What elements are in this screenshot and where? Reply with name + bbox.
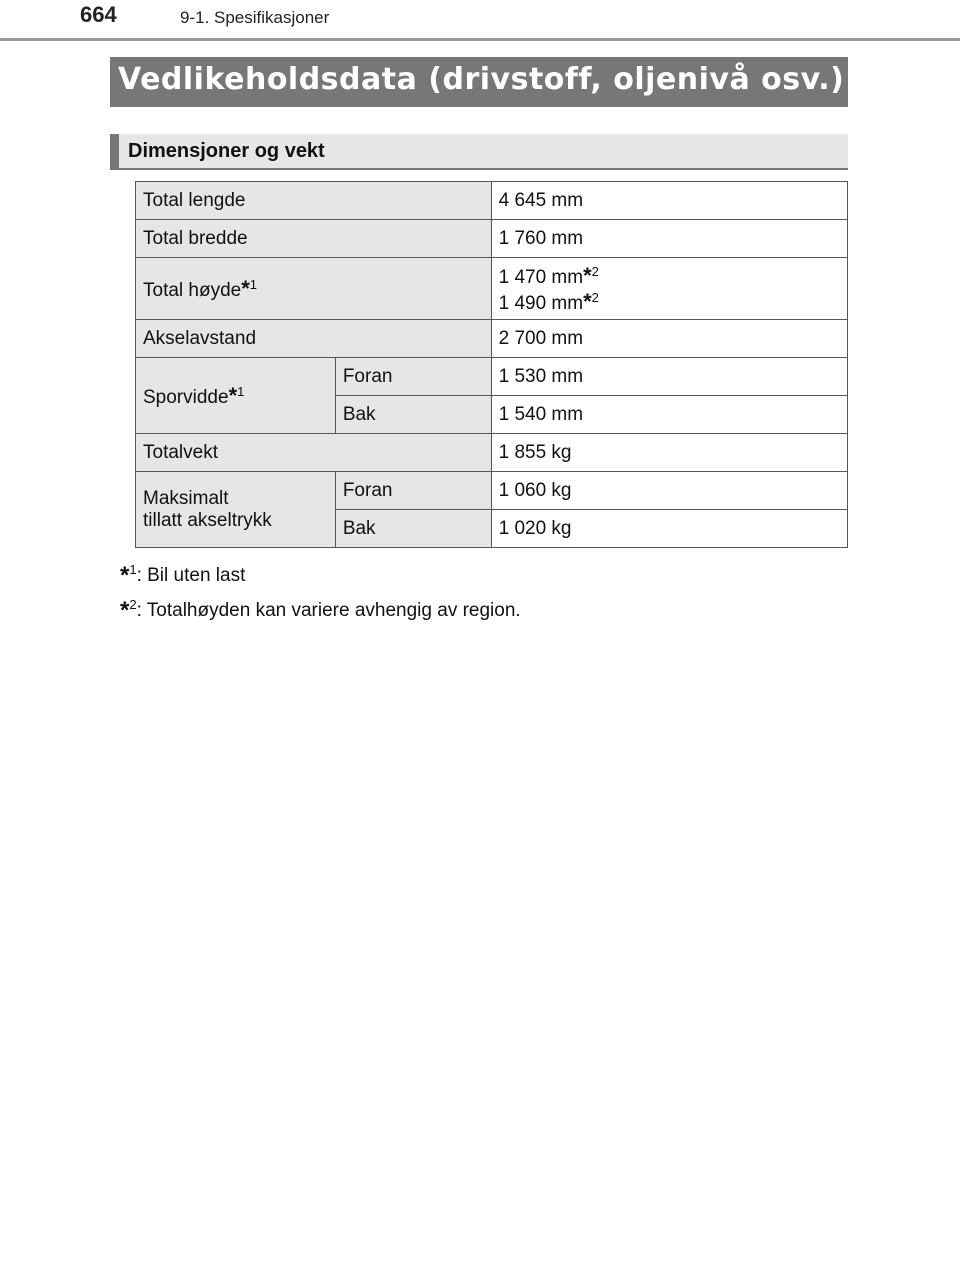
table-row	[136, 258, 848, 320]
title-bar	[110, 57, 848, 107]
footnote-2	[120, 597, 521, 625]
track-label-cell	[136, 358, 336, 434]
gross-weight-value: 1 855 kg	[491, 434, 847, 472]
axle-front-value: 1 060 kg	[491, 472, 847, 510]
total-height-label: Total høyde	[143, 279, 242, 301]
total-length-value: 4 645 mm	[491, 182, 847, 220]
subtitle-bar	[110, 134, 848, 170]
header-divider	[0, 38, 960, 41]
wheelbase-label: Akselavstand	[136, 320, 492, 358]
axle-front-label: Foran	[335, 472, 491, 510]
footnote-1	[120, 562, 245, 590]
axle-rear-value: 1 020 kg	[491, 510, 847, 548]
footnote-ref: 2	[591, 289, 599, 305]
table-row	[136, 358, 848, 396]
section-reference: 9-1. Spesifikasjoner	[180, 8, 330, 27]
table-row	[136, 320, 848, 358]
footnote-star-icon: *	[241, 275, 250, 301]
footnote-star-icon: *	[583, 262, 592, 288]
table-row	[136, 220, 848, 258]
footnote-text: : Totalhøyden kan variere avhengig av region.	[136, 600, 521, 621]
page-number: 664	[80, 2, 117, 27]
wheelbase-value: 2 700 mm	[491, 320, 847, 358]
total-length-label: Total lengde	[136, 182, 492, 220]
table-row	[136, 182, 848, 220]
total-width-label: Total bredde	[136, 220, 492, 258]
axle-load-label-line2: tillatt akseltrykk	[143, 509, 272, 531]
track-label: Sporvidde	[143, 386, 229, 408]
footnote-ref: 2	[591, 263, 599, 279]
footnote-star-icon: *	[583, 288, 592, 314]
gross-weight-label: Totalvekt	[136, 434, 492, 472]
total-height-value-1: 1 470 mm*$^2$	[498, 262, 599, 288]
table-row	[136, 434, 848, 472]
total-height-label-cell	[136, 258, 492, 320]
page-title: Vedlikeholdsdata (drivstoff, oljenivå osv.)	[118, 62, 845, 97]
footnote-star-icon: *	[120, 562, 130, 589]
footnote-text: : Bil uten last	[136, 565, 246, 586]
specifications-table	[135, 181, 848, 548]
track-rear-label: Bak	[335, 396, 491, 434]
footnote-ref: 1	[249, 276, 258, 292]
section-subtitle: Dimensjoner og vekt	[128, 140, 325, 162]
track-rear-value: 1 540 mm	[491, 396, 847, 434]
footnote-ref: 1	[237, 383, 245, 399]
total-height-values-cell	[491, 258, 847, 320]
axle-rear-label: Bak	[335, 510, 491, 548]
footnote-marker: 2	[129, 597, 137, 612]
table-row	[136, 472, 848, 510]
track-front-label: Foran	[335, 358, 491, 396]
track-front-value: 1 530 mm	[491, 358, 847, 396]
total-height-value-2: 1 490 mm*$^2$	[498, 288, 599, 314]
axle-load-label-line1: Maksimalt	[143, 487, 229, 509]
footnote-star-icon: *	[120, 597, 130, 624]
footnote-marker: 1	[129, 562, 137, 577]
total-width-value: 1 760 mm	[491, 220, 847, 258]
footnote-star-icon: *	[228, 382, 238, 408]
axle-load-label-cell	[136, 472, 336, 548]
